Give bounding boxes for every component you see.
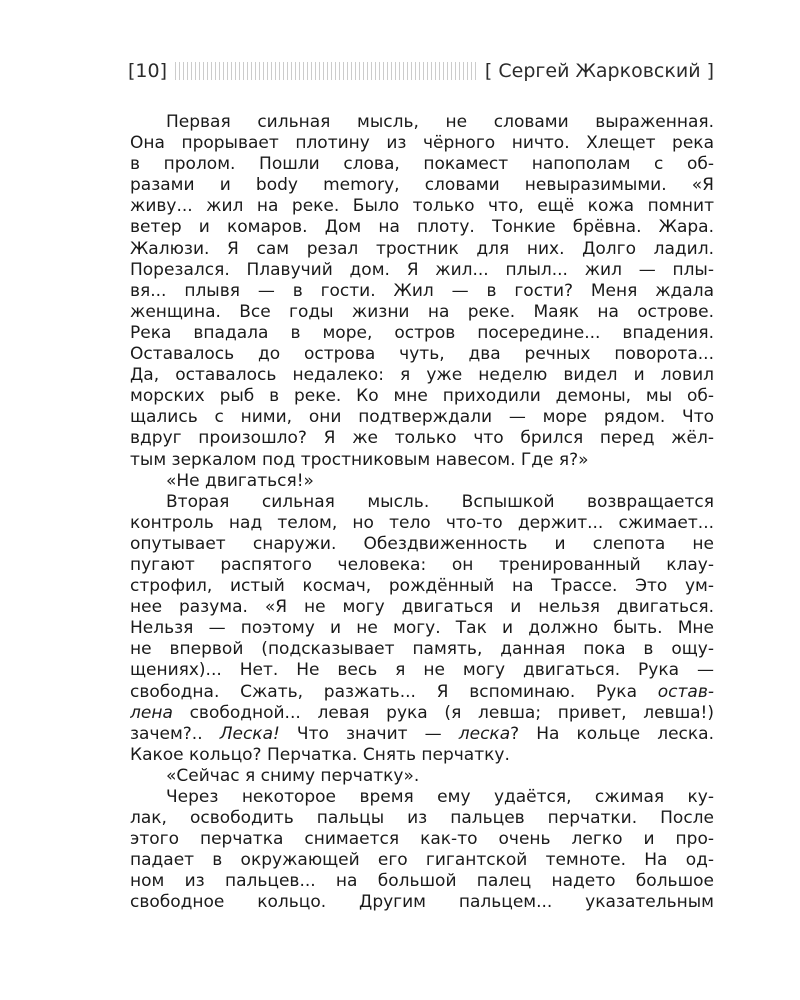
text-line: Она прорывает плотину из чёрного ничто. Хлещет река [130, 133, 714, 154]
text-line: щениях)... Нет. Не весь я не могу двигаться. Рука — [130, 660, 714, 681]
text-line: вдруг произошло? Я же только что брился перед жёл- [130, 428, 714, 449]
text-line: женщина. Все годы жизни на реке. Маяк на острове. [130, 301, 714, 322]
text-line: Жалюзи. Я сам резал тростник для них. Долго ладил. [130, 238, 714, 259]
text-line: строфил, истый космач, рождённый на Трассе. Это ум- [130, 576, 714, 597]
text-line: «Сейчас я сниму перчатку». [166, 765, 420, 786]
text-line: зачем?.. Леска! Что значит — леска? На кольце леска. [130, 723, 714, 744]
page-number: [10] [128, 60, 168, 82]
text-line: морских рыб в реке. Ко мне приходили демоны, мы об- [130, 386, 714, 407]
text-line: лена свободной... левая рука (я левша; привет, левша!) [130, 702, 714, 723]
text-line: лак, освободить пальцы из пальцев перчатки. После [130, 808, 714, 829]
text-line: в пролом. Пошли слова, покамест напополам с об- [130, 154, 714, 175]
page-body-text [130, 112, 714, 914]
running-header [128, 58, 714, 84]
text-line: Оставалось до острова чуть, два речных поворота... [130, 344, 714, 365]
text-line: падает в окружающей его гигантской темноте. На од- [130, 850, 714, 871]
text-line: нее разума. «Я не могу двигаться и нельзя двигаться. [130, 597, 714, 618]
text-line: живу... жил на реке. Было только что, ещё кожа помнит [130, 196, 714, 217]
text-line: Вторая сильная мысль. Вспышкой возвращается [166, 491, 714, 512]
text-line: свободное кольцо. Другим пальцем... указательным [130, 892, 714, 913]
text-line: вя... плывя — в гости. Жил — в гости? Меня ждала [130, 280, 714, 301]
text-line: тым зеркалом под тростниковым навесом. Где я?» [130, 449, 589, 470]
text-line: Река впадала в море, остров посередине... впадения. [130, 322, 714, 343]
text-line: ном из пальцев... на большой палец надето большое [130, 871, 714, 892]
text-line: Какое кольцо? Перчатка. Снять перчатку. [130, 744, 510, 765]
text-line: «Не двигаться!» [166, 470, 314, 491]
text-line: разами и body memory, словами невыразимыми. «Я [130, 175, 714, 196]
text-line: контроль над телом, но тело что-то держит... сжимает... [130, 512, 714, 533]
text-line: ветер и комаров. Дом на плоту. Тонкие брёвна. Жара. [130, 217, 714, 238]
text-line: Первая сильная мысль, не словами выраженная. [166, 112, 714, 132]
text-line: не впервой (подсказывает память, данная пока в ощу- [130, 639, 714, 660]
text-line: Да, оставалось недалеко: я уже неделю видел и ловил [130, 365, 714, 386]
text-line: Через некоторое время ему удаётся, сжимая ку- [166, 787, 714, 807]
text-line: щались с ними, они подтверждали — море рядом. Что [130, 407, 714, 428]
text-line: опутывает снаружи. Обездвиженность и слепота не [130, 533, 714, 554]
text-line: Нельзя — поэтому и не могу. Так и должно быть. Мне [130, 618, 714, 639]
text-line: пугают распятого человека: он тренированный клау- [130, 554, 714, 575]
text-line: свободна. Сжать, разжать... Я вспоминаю. Рука остав- [130, 681, 714, 702]
header-dotted-rule [175, 62, 477, 80]
text-line: этого перчатка снимается как-то очень легко и про- [130, 829, 714, 850]
running-title-author: [ Сергей Жарковский ] [484, 60, 714, 82]
text-line: Порезался. Плавучий дом. Я жил... плыл... жил — плы- [130, 259, 714, 280]
